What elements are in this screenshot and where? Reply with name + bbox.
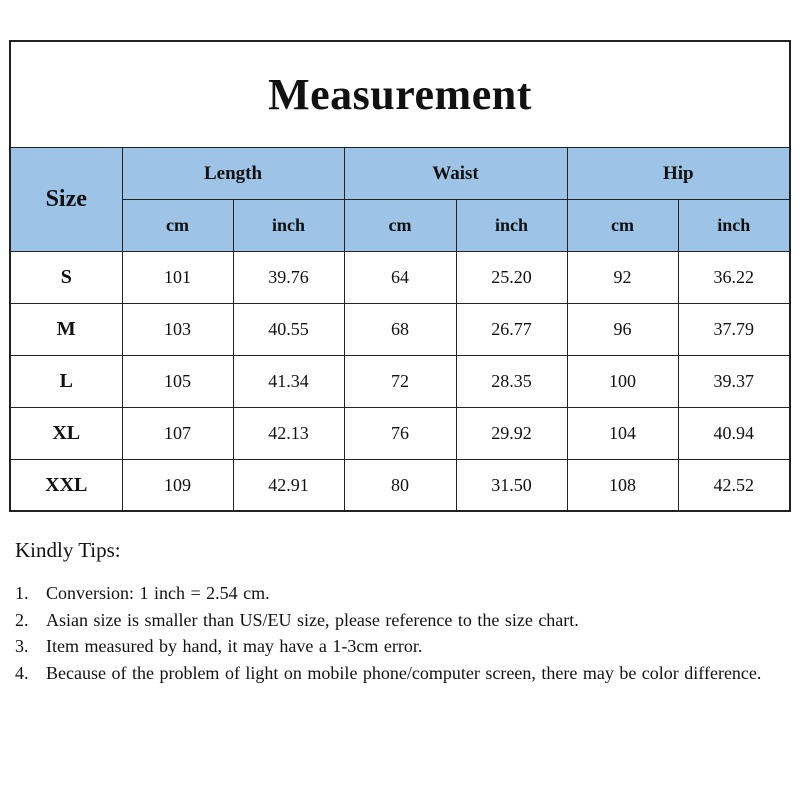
table-cell: 80 — [344, 460, 456, 512]
tip-text: Item measured by hand, it may have a 1-3cm error. — [46, 636, 423, 656]
table-cell: 42.91 — [233, 460, 344, 512]
unit-header-waist-inch: inch — [456, 200, 567, 252]
table-row — [11, 408, 789, 460]
table-cell: 108 — [567, 460, 678, 512]
table-cell: 96 — [567, 304, 678, 356]
tip-number: 4. — [15, 662, 29, 683]
tips-section — [15, 538, 775, 686]
group-header-waist: Waist — [344, 148, 567, 200]
unit-header-length-inch: inch — [233, 200, 344, 252]
table-cell: 40.55 — [233, 304, 344, 356]
list-item — [15, 580, 775, 607]
size-label: M — [11, 304, 122, 356]
table-cell: 40.94 — [678, 408, 789, 460]
table-cell: 36.22 — [678, 252, 789, 304]
table-cell: 68 — [344, 304, 456, 356]
tips-list — [15, 580, 775, 686]
title-row — [11, 42, 789, 148]
size-label: S — [11, 252, 122, 304]
table-cell: 101 — [122, 252, 233, 304]
size-table — [11, 148, 789, 511]
list-item — [15, 660, 775, 687]
table-cell: 42.13 — [233, 408, 344, 460]
size-label: XL — [11, 408, 122, 460]
table-cell: 26.77 — [456, 304, 567, 356]
list-item — [15, 633, 775, 660]
table-cell: 39.76 — [233, 252, 344, 304]
table-row — [11, 304, 789, 356]
table-cell: 25.20 — [456, 252, 567, 304]
size-label: XXL — [11, 460, 122, 512]
tip-text: Because of the problem of light on mobile phone/computer screen, there may be color difference. — [46, 662, 762, 683]
tip-text: Conversion: 1 inch = 2.54 cm. — [46, 583, 270, 603]
table-cell: 64 — [344, 252, 456, 304]
table-cell: 107 — [122, 408, 233, 460]
size-label: L — [11, 356, 122, 408]
table-row — [11, 460, 789, 512]
table-cell: 37.79 — [678, 304, 789, 356]
table-cell: 92 — [567, 252, 678, 304]
table-cell: 72 — [344, 356, 456, 408]
unit-header-hip-inch: inch — [678, 200, 789, 252]
table-cell: 76 — [344, 408, 456, 460]
tip-number: 2. — [15, 609, 29, 630]
table-cell: 103 — [122, 304, 233, 356]
unit-header-hip-cm: cm — [567, 200, 678, 252]
table-row — [11, 356, 789, 408]
table-cell: 29.92 — [456, 408, 567, 460]
tips-heading: Kindly Tips: — [15, 538, 121, 562]
chart-title: Measurement — [268, 70, 532, 119]
tip-number: 3. — [15, 636, 29, 656]
table-cell: 28.35 — [456, 356, 567, 408]
list-item — [15, 607, 775, 634]
table-cell: 105 — [122, 356, 233, 408]
table-row — [11, 252, 789, 304]
size-chart — [9, 40, 791, 512]
unit-header-waist-cm: cm — [344, 200, 456, 252]
size-header: Size — [11, 148, 122, 252]
table-cell: 41.34 — [233, 356, 344, 408]
table-cell: 42.52 — [678, 460, 789, 512]
group-header-length: Length — [122, 148, 344, 200]
unit-header-length-cm: cm — [122, 200, 233, 252]
table-cell: 100 — [567, 356, 678, 408]
table-cell: 39.37 — [678, 356, 789, 408]
table-cell: 109 — [122, 460, 233, 512]
table-cell: 104 — [567, 408, 678, 460]
tip-text: Asian size is smaller than US/EU size, please reference to the size chart. — [46, 609, 579, 630]
tip-number: 1. — [15, 583, 29, 603]
group-header-hip: Hip — [567, 148, 789, 200]
table-cell: 31.50 — [456, 460, 567, 512]
